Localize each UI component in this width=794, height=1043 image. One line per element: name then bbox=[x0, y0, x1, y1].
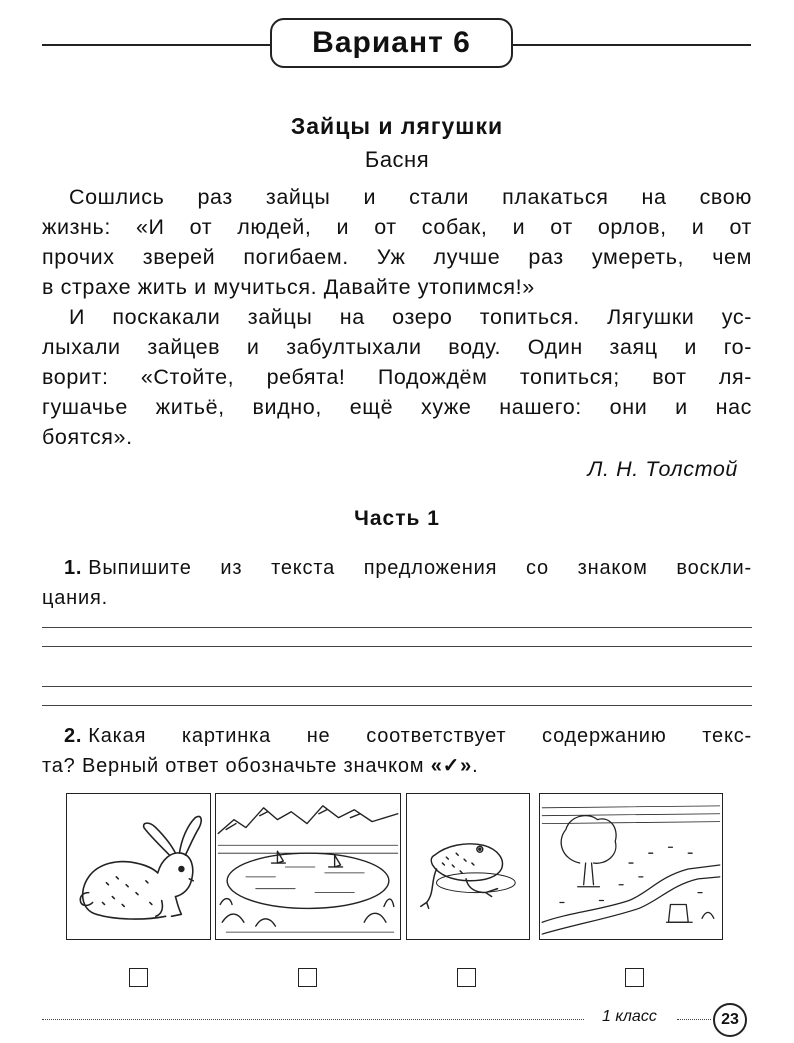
story-line: И поскакали зайцы на озеро топиться. Лягушки ус- bbox=[69, 305, 752, 329]
story-line: боятся». bbox=[42, 425, 133, 449]
picture-landscape bbox=[539, 793, 723, 940]
story-line: лыхали зайцев и забултыхали воду. Один заяц и го- bbox=[42, 335, 752, 359]
story-title: Зайцы и лягушки bbox=[290, 113, 504, 139]
task-2-line-2 bbox=[42, 751, 752, 781]
task-2-text: Какая картинка не соответствует содержанию текс- bbox=[88, 725, 752, 747]
answer-line-4[interactable] bbox=[42, 705, 752, 706]
task-1 bbox=[42, 553, 752, 613]
story-author: Л. Н. Толстой bbox=[587, 457, 738, 481]
answer-checkbox-landscape[interactable] bbox=[625, 968, 644, 987]
task-2-period: . bbox=[472, 755, 479, 777]
picture-lake bbox=[215, 793, 401, 940]
check-mark-symbol: «✓» bbox=[430, 755, 473, 777]
task-1-text: Выпишите из текста предложения со знаком воскли- bbox=[88, 557, 752, 579]
answer-line-2[interactable] bbox=[42, 646, 752, 647]
footer-dots-right bbox=[677, 1019, 711, 1020]
story-line: жизнь: «И от людей, и от собак, и от орлов, и от bbox=[42, 215, 752, 239]
header-rule-left bbox=[42, 44, 270, 46]
frog-drawing bbox=[407, 794, 529, 939]
part-title: Часть 1 bbox=[354, 507, 440, 530]
page-number: 23 bbox=[713, 1003, 747, 1037]
picture-frog bbox=[406, 793, 530, 940]
story-genre: Басня bbox=[364, 147, 430, 172]
task-1-line-2: цания. bbox=[42, 587, 108, 609]
lake-drawing bbox=[216, 794, 400, 939]
variant-title: Вариант 6 bbox=[270, 18, 513, 68]
grade-label: 1 класс bbox=[602, 1008, 657, 1025]
answer-checkbox-hare[interactable] bbox=[129, 968, 148, 987]
answer-checkbox-frog[interactable] bbox=[457, 968, 476, 987]
picture-hare bbox=[66, 793, 211, 940]
task-1-line-1 bbox=[42, 553, 752, 583]
answer-line-3[interactable] bbox=[42, 686, 752, 687]
task-2-text-2: та? Верный ответ обозначьте значком bbox=[42, 755, 425, 777]
header-rule-right bbox=[513, 44, 751, 46]
task-1-number: 1. bbox=[64, 557, 83, 579]
footer-dots-left bbox=[42, 1019, 584, 1020]
answer-checkbox-lake[interactable] bbox=[298, 968, 317, 987]
story-line: гушачье житьё, видно, ещё хуже нашего: они и нас bbox=[42, 395, 752, 419]
story-line: Сошлись раз зайцы и стали плакаться на свою bbox=[69, 185, 752, 209]
answer-line-1[interactable] bbox=[42, 627, 752, 628]
task-2 bbox=[42, 721, 752, 781]
task-2-number: 2. bbox=[64, 725, 83, 747]
task-2-line-1 bbox=[42, 721, 752, 751]
story-line: ворит: «Стойте, ребята! Подождём топиться; вот ля- bbox=[42, 365, 752, 389]
landscape-drawing bbox=[540, 794, 722, 939]
story-line: прочих зверей погибаем. Уж лучше раз умереть, чем bbox=[42, 245, 752, 269]
story-line: в страхе жить и мучиться. Давайте утопимся!» bbox=[42, 275, 535, 299]
story-text bbox=[42, 182, 752, 452]
hare-drawing bbox=[67, 794, 210, 939]
